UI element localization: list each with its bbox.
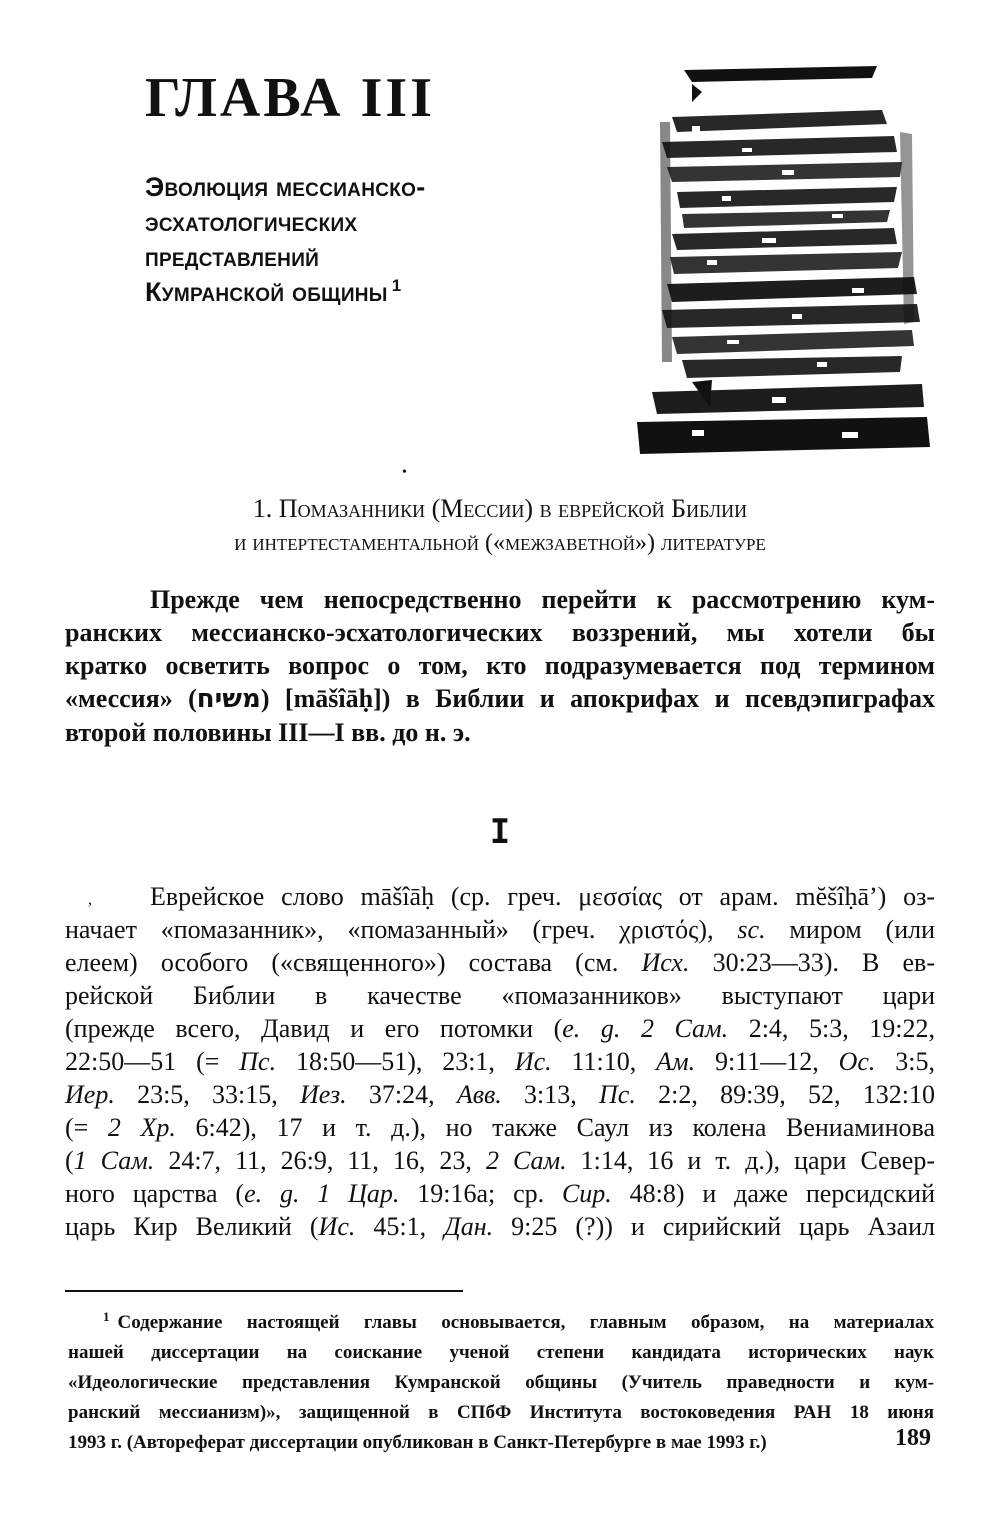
- text-fragment: 11:10,: [551, 1047, 657, 1076]
- text-line: кратко осветить вопрос о том, кто подразумевается под термином: [65, 651, 935, 680]
- section-heading-line: и интертестаментальной («межзаветной») литературе: [234, 530, 766, 556]
- book-ref: Авв.: [456, 1080, 502, 1109]
- text-line: [65, 1078, 935, 1111]
- text-fragment: начает «помазанник», «помазанный» (греч. χριστός),: [65, 915, 738, 944]
- text-line: [65, 1012, 935, 1045]
- text-fragment: 22:50—51 (=: [65, 1047, 240, 1076]
- subtitle-line: [145, 275, 426, 310]
- text-fragment: 19:16а; ср.: [399, 1179, 562, 1208]
- page-number: 189: [895, 1425, 931, 1451]
- footnote-line: «Идеологические представления Кумранской общины (Учитель праведности и кум-: [68, 1372, 934, 1393]
- subsection-numeral: I: [489, 812, 511, 852]
- subtitle-text: эсхатологических: [145, 207, 358, 237]
- book-ref: Ос.: [838, 1047, 876, 1076]
- section-heading: [60, 492, 940, 560]
- text-fragment: 23:5, 33:15,: [114, 1080, 300, 1109]
- text-line: [65, 946, 935, 979]
- footnote-reference[interactable]: 1: [391, 276, 402, 295]
- text-fragment: (прежде всего, Давид и его потомки (: [65, 1014, 563, 1043]
- book-ref: Ис.: [514, 1047, 552, 1076]
- text-fragment: 2:4, 5:3, 19:22,: [728, 1014, 936, 1043]
- footnote-line: [68, 1308, 934, 1338]
- text-fragment: 48:8) и даже персидский: [611, 1179, 936, 1208]
- book-ref: 2 Хр.: [107, 1113, 176, 1142]
- footnote: [68, 1308, 934, 1458]
- text-fragment: 9:11—12,: [695, 1047, 839, 1076]
- footnote-divider: [65, 1290, 463, 1292]
- subtitle-line: [145, 205, 426, 240]
- text-line: ранских мессианско-эсхатологических воззрений, мы хотели бы: [65, 618, 935, 647]
- italic-abbrev: e. g.: [562, 1014, 621, 1043]
- text-line: [65, 1045, 935, 1078]
- text-fragment: «мессия» (: [65, 684, 197, 713]
- text-fragment: ного царства (: [65, 1179, 245, 1208]
- text-line: Прежде чем непосредственно перейти к рассмотрению кум-: [150, 585, 935, 614]
- book-ref: Пс.: [599, 1080, 636, 1109]
- text-fragment: 18:50—51), 23:1,: [276, 1047, 515, 1076]
- text-line: [65, 1177, 935, 1210]
- text-fragment: царь Кир Великий (: [65, 1212, 319, 1241]
- intro-paragraph: [65, 583, 935, 749]
- text-fragment: 2:2, 89:39, 52, 132:10: [635, 1080, 935, 1109]
- text-fragment: ) [māšîāḥ]) в Библии и апокрифах и псевдэпиграфах: [260, 684, 935, 713]
- book-ref: Ис.: [318, 1212, 356, 1241]
- hebrew-word: משיח: [196, 684, 261, 714]
- section-heading-line: 1. Помазанники (Мессии) в еврейской Библии: [252, 494, 748, 523]
- text-line: второй половины III—I вв. до н. э.: [65, 718, 471, 747]
- text-fragment: 3:5,: [875, 1047, 936, 1076]
- footnote-text: Содержание настоящей главы основывается, главным образом, на материалах: [117, 1312, 934, 1333]
- footnote-number: 1: [103, 1308, 110, 1324]
- text-line: [65, 913, 935, 946]
- footnote-line: нашей диссертации на соискание ученой степени кандидата исторических наук: [68, 1342, 934, 1363]
- book-ref: Иез.: [300, 1080, 347, 1109]
- book-ref: Пс.: [239, 1047, 277, 1076]
- text-fragment: 24:7, 11, 26:9, 11, 16, 23,: [154, 1146, 486, 1175]
- italic-abbrev: sc.: [737, 915, 766, 944]
- book-ref: Исх.: [641, 948, 690, 977]
- book-ref: 1 Цар.: [317, 1179, 400, 1208]
- subtitle-text: Кумранской общины: [145, 277, 388, 307]
- text-fragment: 3:13,: [501, 1080, 600, 1109]
- text-fragment: 6:42), 17 и т. д.), но также Саул из колена Вениаминова: [175, 1113, 935, 1142]
- text-line: [65, 1144, 935, 1177]
- text-line: Еврейское слово māšîāḥ (ср. греч. μεσσίας от арам. mĕšîḥā’) оз-: [150, 882, 935, 911]
- subtitle-line: [145, 170, 426, 205]
- italic-abbrev: e. g.: [244, 1179, 300, 1208]
- text-fragment: (: [65, 1146, 74, 1175]
- text-fragment: 45:1,: [355, 1212, 445, 1241]
- text-fragment: 37:24,: [346, 1080, 457, 1109]
- subtitle-text: Эволюция мессианско-: [145, 172, 426, 202]
- text-fragment: миром (или: [765, 915, 935, 944]
- main-paragraph: [65, 880, 935, 1243]
- book-ref: Дан.: [444, 1212, 494, 1241]
- book-ref: Ам.: [656, 1047, 696, 1076]
- text-line: рейской Библии в качестве «помазанников» выступают цари: [65, 981, 935, 1010]
- text-fragment: 30:23—33). В ев-: [689, 948, 935, 977]
- qumran-scroll-fragment-icon: [632, 62, 932, 472]
- chapter-subtitle: [145, 170, 426, 310]
- subtitle-text: представлений: [145, 242, 320, 272]
- text-fragment: 9:25 (?)) и сирийский царь Азаил: [493, 1212, 935, 1241]
- footnote-line: 1993 г. (Автореферат диссертации опубликован в Санкт-Петербурге в мае 1993 г.): [68, 1432, 767, 1453]
- book-ref: 1 Сам.: [73, 1146, 155, 1175]
- stray-mark: ,: [88, 891, 92, 908]
- decorative-dot: •: [402, 465, 407, 480]
- text-fragment: 1:14, 16 и т. д.), цари Север-: [566, 1146, 935, 1175]
- chapter-title: ГЛАВА III: [145, 67, 435, 129]
- book-ref: 2 Сам.: [485, 1146, 567, 1175]
- text-line: [65, 1111, 935, 1144]
- book-ref: 2 Сам.: [640, 1014, 729, 1043]
- text-fragment: (=: [65, 1113, 108, 1142]
- text-fragment: елеем) особого («священного») состава (см.: [65, 948, 642, 977]
- book-ref: Сир.: [561, 1179, 612, 1208]
- book-ref: Иер.: [65, 1080, 115, 1109]
- subtitle-line: [145, 240, 426, 275]
- text-line: [65, 682, 935, 716]
- text-line: [65, 1210, 935, 1243]
- footnote-line: ранский мессианизм)», защищенной в СПбФ Института востоковедения РАН 18 июня: [68, 1402, 934, 1423]
